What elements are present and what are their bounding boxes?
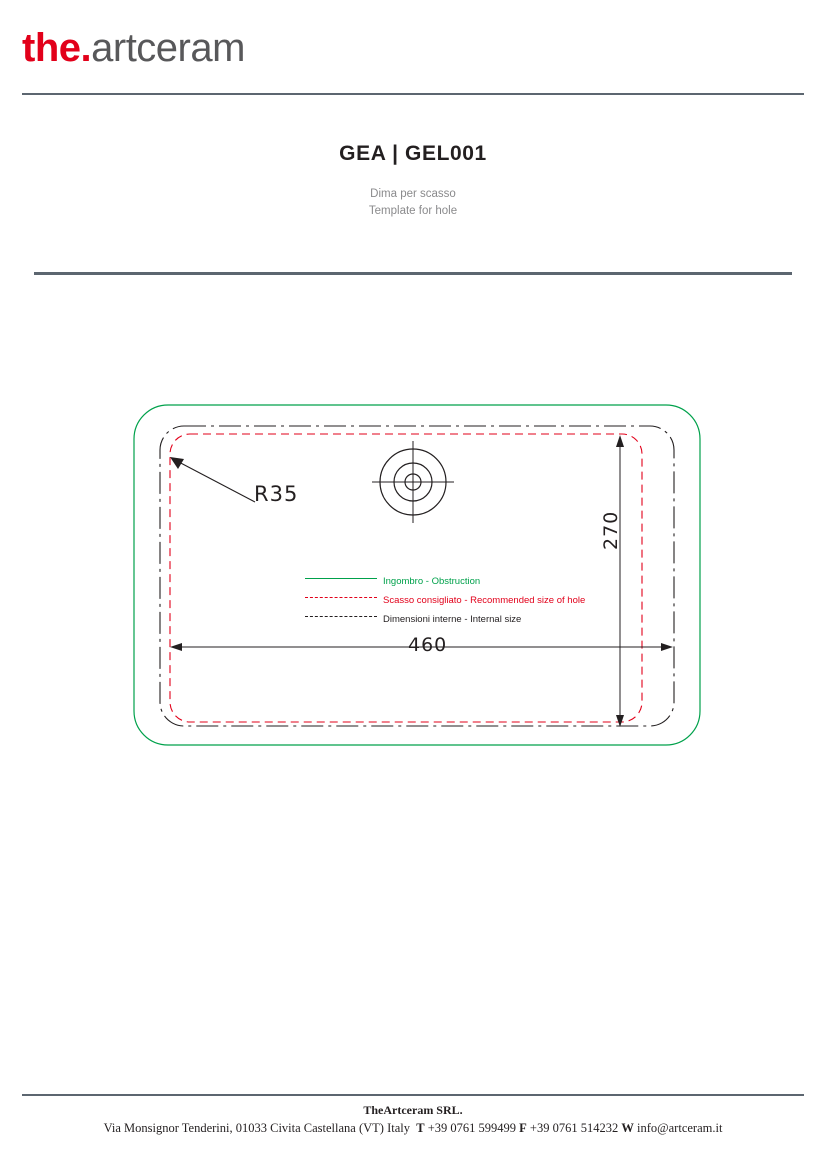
footer-address-text: Via Monsignor Tenderini, 01033 Civita Castellana (VT) Italy (103, 1121, 410, 1135)
footer-email[interactable]: info@artceram.it (636, 1121, 723, 1135)
header-divider (22, 93, 804, 95)
page-subtitle (0, 186, 826, 220)
brand-logo (22, 28, 245, 68)
footer-phone: +39 0761 599499 (427, 1121, 517, 1135)
section-divider (34, 272, 792, 275)
drain-hole-symbol (372, 441, 454, 523)
footer-company: TheArtceram SRL. (363, 1103, 463, 1117)
page-title: GEA | GEL001 (339, 142, 487, 165)
legend-swatch-red-icon (305, 597, 377, 599)
footer-contact (0, 1119, 826, 1137)
legend-label-recommended-hole: Scasso consigliato - Recommended size of hole (383, 595, 586, 606)
radius-label: R35 (254, 482, 299, 506)
legend (305, 572, 635, 629)
footer (0, 1101, 826, 1137)
footer-web-label: W (621, 1121, 634, 1135)
footer-fax: +39 0761 514232 (529, 1121, 619, 1135)
legend-label-internal-size: Dimensioni interne - Internal size (383, 614, 522, 625)
legend-label-obstruction: Ingombro - Obstruction (383, 576, 481, 587)
subtitle-english: Template for hole (368, 205, 458, 217)
footer-phone-label: T (416, 1121, 425, 1135)
legend-swatch-green-icon (305, 578, 377, 580)
legend-swatch-black-icon (305, 616, 377, 618)
logo-the: the. (22, 26, 92, 70)
height-label: 270 (600, 510, 622, 550)
legend-item-obstruction (305, 572, 635, 591)
subtitle-italian: Dima per scasso (370, 188, 456, 200)
footer-divider (22, 1094, 804, 1096)
footer-fax-label: F (519, 1121, 527, 1135)
legend-item-internal-size (305, 610, 635, 629)
radius-leader-line (170, 457, 255, 502)
logo-artceram: artceram (91, 26, 245, 70)
legend-item-recommended-hole (305, 591, 635, 610)
width-label: 460 (408, 634, 448, 656)
